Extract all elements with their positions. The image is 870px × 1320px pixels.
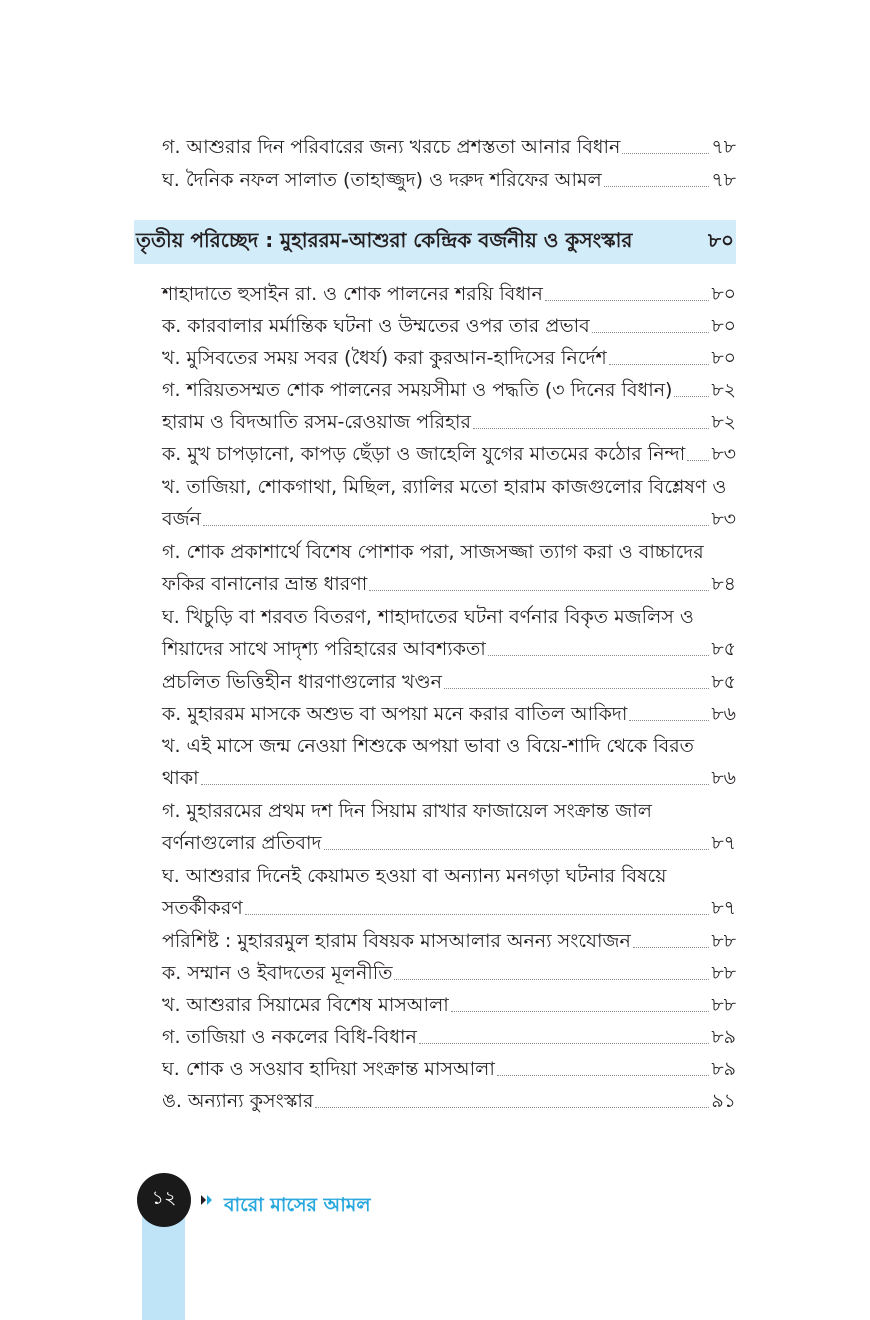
entry-title: প্রচলিত ভিত্তিহীন ধারণাগুলোর খণ্ডন xyxy=(162,671,442,693)
entry-page: ৮০ xyxy=(711,315,736,337)
toc-entry xyxy=(162,1021,736,1053)
entry-page: ৯১ xyxy=(711,1090,736,1112)
entry-page: ৮৩ xyxy=(711,443,736,465)
toc-entry xyxy=(162,762,736,794)
entry-title: ক. সম্মান ও ইবাদতের মূলনীতি xyxy=(162,962,393,984)
dot-leader xyxy=(592,332,710,333)
dot-leader xyxy=(633,947,709,948)
toc-entry xyxy=(162,503,736,535)
entry-title: গ. আশুরার দিন পরিবারের জন্য খরচে প্রশস্ততা আনার বিধান xyxy=(162,136,621,158)
toc-entry xyxy=(162,666,736,698)
entry-page: ৮৪ xyxy=(711,573,736,595)
double-chevron-right-icon xyxy=(200,1192,214,1208)
toc-entry xyxy=(162,568,736,600)
toc-entry-line1: গ. মুহাররমের প্রথম দশ দিন সিয়াম রাখার ফাজায়েল সংক্রান্ত জাল xyxy=(162,800,652,822)
toc-entry xyxy=(162,1085,736,1117)
entry-page: ৮৭ xyxy=(711,832,736,854)
page-number: ১২ xyxy=(151,1187,177,1209)
page-number-badge xyxy=(137,1173,191,1227)
entry-page: ৮৯ xyxy=(711,1026,736,1048)
toc-entry xyxy=(162,633,736,665)
toc-entry xyxy=(162,892,736,924)
dot-leader xyxy=(488,655,710,656)
toc-entry xyxy=(162,827,736,859)
toc-entry xyxy=(162,957,736,989)
entry-title: ঙ. অন্যান্য কুসংস্কার xyxy=(162,1090,314,1112)
entry-page: ৮৮ xyxy=(711,994,736,1016)
toc-entry xyxy=(162,925,736,957)
dot-leader xyxy=(545,300,709,301)
dot-leader xyxy=(419,1043,709,1044)
toc-entry-line1: গ. শোক প্রকাশার্থে বিশেষ পোশাক পরা, সাজসজ্জা ত্যাগ করা ও বাচ্চাদের xyxy=(162,541,704,563)
entry-page: ৮৮ xyxy=(711,930,736,952)
dot-leader xyxy=(622,153,709,154)
toc-entry xyxy=(162,310,736,342)
dot-leader xyxy=(201,784,710,785)
chapter-heading xyxy=(134,220,736,264)
entry-title: শাহাদাতে হুসাইন রা. ও শোক পালনের শরয়ি বিধান xyxy=(162,283,543,305)
entry-page: ৮২ xyxy=(711,411,736,433)
entry-title: শিয়াদের সাথে সাদৃশ্য পরিহারের আবশ্যকতা xyxy=(162,638,486,660)
entry-title: খ. মুসিবতের সময় সবর (ধৈর্য) করা কুরআন-হাদিসের নির্দেশ xyxy=(162,347,607,369)
entry-page: ৮০ xyxy=(711,347,736,369)
entry-page: ৭৮ xyxy=(711,169,736,191)
toc-entry-line1: খ. এই মাসে জন্ম নেওয়া শিশুকে অপয়া ভাবা ও বিয়ে-শাদি থেকে বিরত xyxy=(162,735,694,757)
dot-leader xyxy=(674,396,709,397)
entry-title: গ. তাজিয়া ও নকলের বিধি-বিধান xyxy=(162,1026,417,1048)
toc-entry xyxy=(162,131,736,163)
dot-leader xyxy=(497,1075,709,1076)
entry-title: সতর্কীকরণ xyxy=(162,897,243,919)
entry-page: ৮৬ xyxy=(711,767,736,789)
entry-page: ৮৮ xyxy=(711,962,736,984)
dot-leader xyxy=(604,186,710,187)
toc-entry-line1: ঘ. আশুরার দিনেই কেয়ামত হওয়া বা অন্যান্য মনগড়া ঘটনার বিষয়ে xyxy=(162,865,667,887)
dot-leader xyxy=(609,364,710,365)
entry-title: খ. আশুরার সিয়ামের বিশেষ মাসআলা xyxy=(162,994,449,1016)
entry-page: ৮০ xyxy=(711,283,736,305)
dot-leader xyxy=(203,525,709,526)
dot-leader xyxy=(473,428,709,429)
toc-entry xyxy=(162,278,736,310)
entry-page: ৮৭ xyxy=(711,897,736,919)
entry-title: ফকির বানানোর ভ্রান্ত ধারণা xyxy=(162,573,368,595)
entry-page: ৮৬ xyxy=(711,703,736,725)
toc-entry xyxy=(162,406,736,438)
entry-title: ঘ. শোক ও সওয়াব হাদিয়া সংক্রান্ত মাসআলা xyxy=(162,1058,495,1080)
toc-entry xyxy=(162,438,736,470)
dot-leader xyxy=(324,849,710,850)
chapter-title: তৃতীয় পরিচ্ছেদ : মুহাররম-আশুরা কেন্দ্রিক বর্জনীয় ও কুসংস্কার xyxy=(136,227,633,252)
toc-entry xyxy=(162,1053,736,1085)
entry-title: ঘ. দৈনিক নফল সালাত (তাহাজ্জুদ) ও দরুদ শরিফের আমল xyxy=(162,169,602,191)
toc-entry xyxy=(162,698,736,730)
dot-leader xyxy=(629,720,709,721)
entry-title: থাকা xyxy=(162,767,199,789)
dot-leader xyxy=(687,460,709,461)
entry-page: ৮৫ xyxy=(711,671,736,693)
entry-title: গ. শরিয়তসম্মত শোক পালনের সময়সীমা ও পদ্ধতি (৩ দিনের বিধান) xyxy=(162,379,673,401)
entry-title: বর্জন xyxy=(162,508,201,530)
dot-leader xyxy=(394,979,709,980)
entry-page: ৮৫ xyxy=(711,638,736,660)
toc-entry-line1: খ. তাজিয়া, শোকগাথা, মিছিল, র‍্যালির মতো হারাম কাজগুলোর বিশ্লেষণ ও xyxy=(162,476,727,498)
entry-title: ক. কারবালার মর্মান্তিক ঘটনা ও উম্মতের ওপর তার প্রভাব xyxy=(162,315,590,337)
entry-page: ৮৩ xyxy=(711,508,736,530)
toc-entry-line1: ঘ. খিচুড়ি বা শরবত বিতরণ, শাহাদাতের ঘটনা বর্ণনার বিকৃত মজলিস ও xyxy=(162,606,694,628)
running-book-title: বারো মাসের আমল xyxy=(224,1194,371,1216)
entry-title: বর্ণনাগুলোর প্রতিবাদ xyxy=(162,832,322,854)
dot-leader xyxy=(315,1107,709,1108)
dot-leader xyxy=(444,688,709,689)
toc-entry xyxy=(162,989,736,1021)
dot-leader xyxy=(245,914,710,915)
entry-title: হারাম ও বিদআতি রসম-রেওয়াজ পরিহার xyxy=(162,411,471,433)
entry-page: ৮৯ xyxy=(711,1058,736,1080)
entry-title: ক. মুখ চাপড়ানো, কাপড় ছেঁড়া ও জাহেলি যুগের মাতমের কঠোর নিন্দা xyxy=(162,443,686,465)
toc-entry xyxy=(162,164,736,196)
entry-title: পরিশিষ্ট : মুহাররমুল হারাম বিষয়ক মাসআলার অনন্য সংযোজন xyxy=(162,930,631,952)
entry-page: ৭৮ xyxy=(711,136,736,158)
chapter-page: ৮০ xyxy=(708,227,734,252)
toc-entry xyxy=(162,342,736,374)
dot-leader xyxy=(369,590,709,591)
dot-leader xyxy=(451,1011,710,1012)
toc-entry xyxy=(162,374,736,406)
entry-page: ৮২ xyxy=(711,379,736,401)
entry-title: ক. মুহাররম মাসকে অশুভ বা অপয়া মনে করার বাতিল আকিদা xyxy=(162,703,628,725)
